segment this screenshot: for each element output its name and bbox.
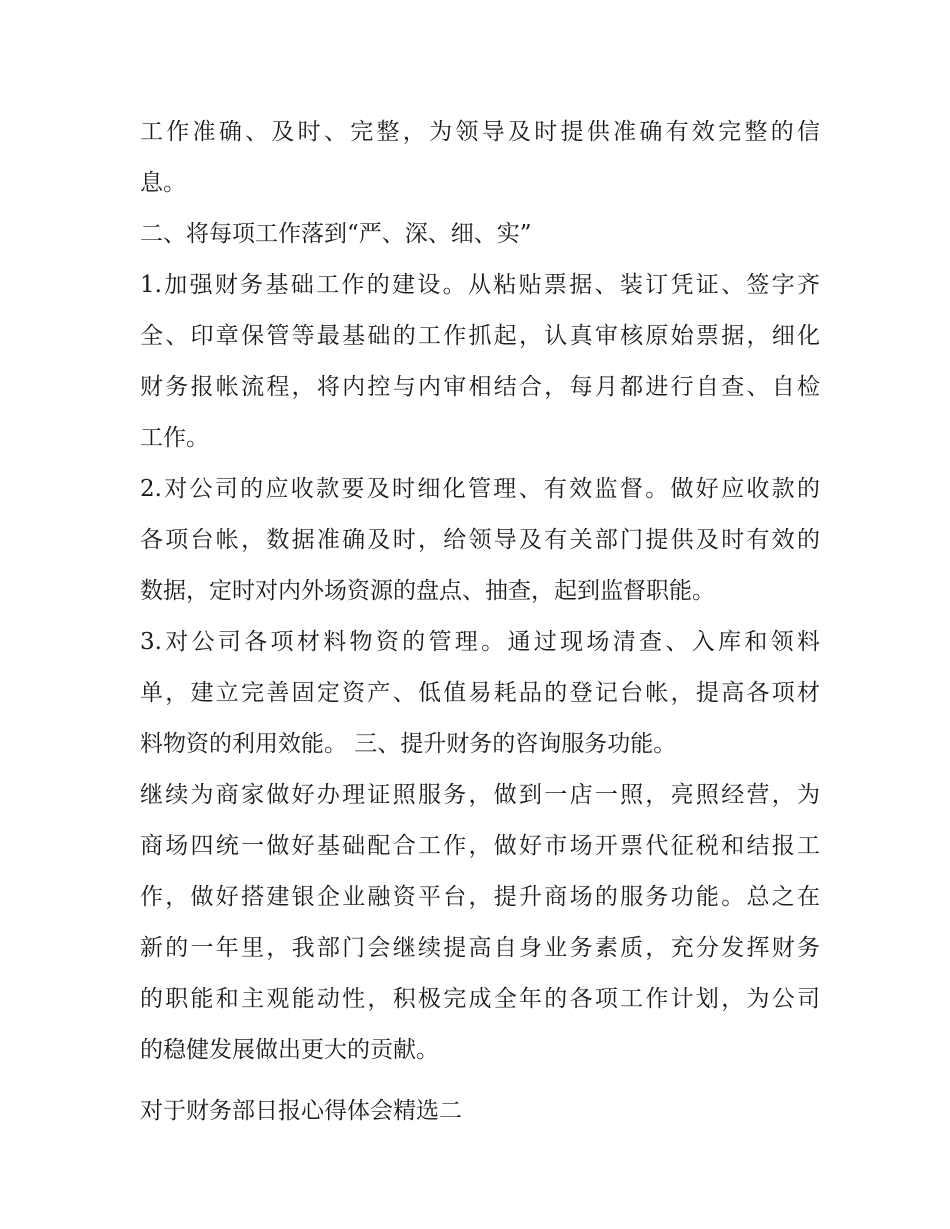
- document-body: [140, 107, 820, 1137]
- text-line: 的职能和主观能动性，积极完成全年的各项工作计划，为公司: [140, 986, 820, 1012]
- text-line: 作，做好搭建银企业融资平台，提升商场的服务功能。总之在: [140, 884, 820, 910]
- section-heading: 二、将每项工作落到“严、深、细、实”: [140, 221, 532, 247]
- text-line: 料物资的利用效能。 三、提升财务的咨询服务功能。: [140, 731, 677, 757]
- text-line: 单，建立完善固定资产、低值易耗品的登记台帐，提高各项材: [140, 680, 820, 706]
- section-title: 对于财务部日报心得体会精选二: [140, 1098, 462, 1124]
- text-line: 2.对公司的应收款要及时细化管理、有效监督。做好应收款的: [140, 476, 820, 502]
- text-line: 继续为商家做好办理证照服务，做到一店一照，亮照经营，为: [140, 782, 820, 808]
- text-line: 商场四统一做好基础配合工作，做好市场开票代征税和结报工: [140, 833, 820, 859]
- text-line: 全、印章保管等最基础的工作抓起，认真审核原始票据，细化: [140, 323, 820, 349]
- text-line: 新的一年里，我部门会继续提高自身业务素质，充分发挥财务: [140, 935, 820, 961]
- text-line: 工作准确、及时、完整，为领导及时提供准确有效完整的信: [140, 119, 820, 145]
- text-line: 工作。: [140, 425, 209, 451]
- text-line: 财务报帐流程，将内控与内审相结合，每月都进行自查、自检: [140, 374, 820, 400]
- text-line: 1.加强财务基础工作的建设。从粘贴票据、装订凭证、签字齐: [140, 272, 820, 298]
- text-line: 数据，定时对内外场资源的盘点、抽查，起到监督职能。: [140, 578, 715, 604]
- text-line: 的稳健发展做出更大的贡献。: [140, 1037, 439, 1063]
- text-line: 3.对公司各项材料物资的管理。通过现场清查、入库和领料: [140, 629, 820, 655]
- text-line: 各项台帐，数据准确及时，给领导及有关部门提供及时有效的: [140, 527, 820, 553]
- text-line: 息。: [140, 170, 186, 196]
